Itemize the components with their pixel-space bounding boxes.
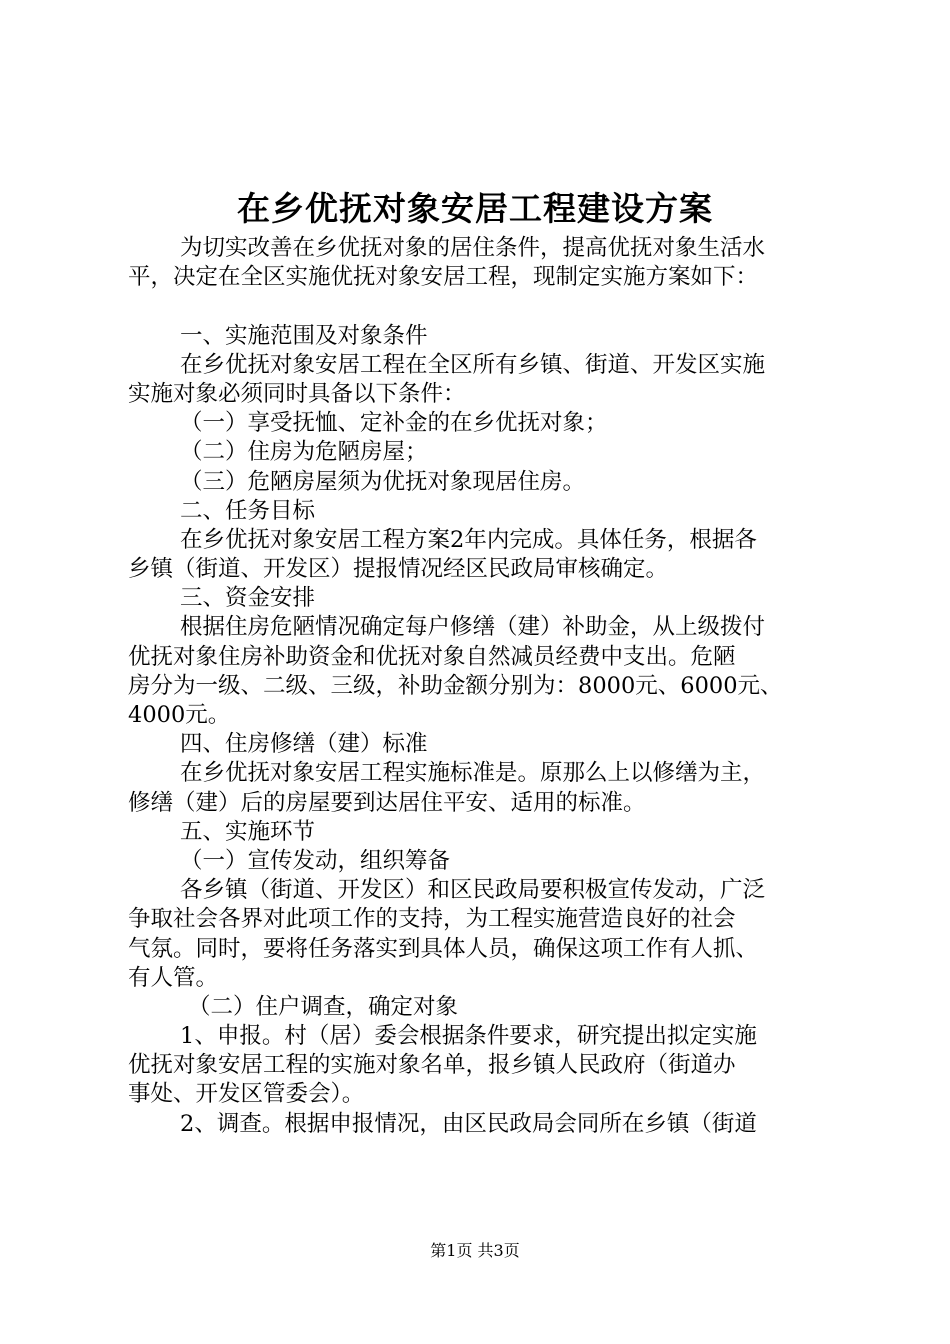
- paragraph-line: 争取社会各界对此项工作的支持，为工程实施营造良好的社会: [128, 906, 736, 933]
- paragraph-line: 气氛。同时，要将任务落实到具体人员，确保这项工作有人抓、: [128, 935, 759, 962]
- section-heading: 一、实施范围及对象条件: [180, 322, 428, 349]
- page-footer: 第1页 共3页: [430, 1241, 520, 1260]
- paragraph-line: 平，决定在全区实施优抚对象安居工程，现制定实施方案如下：: [128, 264, 759, 291]
- subsection-heading: （一）宣传发动，组织筹备: [180, 847, 451, 874]
- paragraph-line: 1、申报。村（居）委会根据条件要求，研究提出拟定实施: [180, 1023, 757, 1050]
- section-heading: 二、任务目标: [180, 497, 316, 524]
- list-item: （二）住房为危陋房屋；: [180, 439, 428, 466]
- paragraph-line: 在乡优抚对象安居工程方案2年内完成。具体任务，根据各: [180, 526, 757, 553]
- subsection-heading: （二）住户调查，确定对象: [188, 993, 459, 1020]
- paragraph-line: 在乡优抚对象安居工程实施标准是。原那么上以修缮为主，: [180, 760, 766, 787]
- paragraph-line: 在乡优抚对象安居工程在全区所有乡镇、街道、开发区实施: [180, 351, 766, 378]
- paragraph-line: 为切实改善在乡优抚对象的居住条件，提高优抚对象生活水: [180, 235, 766, 261]
- document-title: 在乡优抚对象安居工程建设方案: [237, 189, 713, 228]
- section-heading: 三、资金安排: [180, 585, 316, 612]
- list-item: （一）享受抚恤、定补金的在乡优抚对象；: [180, 410, 608, 437]
- paragraph-line: 房分为一级、二级、三级，补助金额分别为：8000元、6000元、: [128, 672, 783, 699]
- paragraph-line: 乡镇（街道、开发区）提报情况经区民政局审核确定。: [128, 556, 669, 583]
- paragraph-line: 优抚对象住房补助资金和优抚对象自然减员经费中支出。危陋: [128, 643, 736, 670]
- paragraph-line: 优抚对象安居工程的实施对象名单，报乡镇人民政府（街道办: [128, 1052, 736, 1079]
- paragraph-line: 根据住房危陋情况确定每户修缮（建）补助金，从上级拨付: [180, 614, 766, 641]
- blank-line: [128, 292, 828, 321]
- section-heading: 四、住房修缮（建）标准: [180, 731, 428, 758]
- paragraph-line: 4000元。: [128, 702, 231, 728]
- section-heading: 五、实施环节: [180, 818, 316, 845]
- document-body: [128, 234, 828, 1139]
- list-item: （三）危陋房屋须为优抚对象现居住房。: [180, 468, 586, 495]
- paragraph-line: 事处、开发区管委会）。: [128, 1081, 365, 1108]
- paragraph-line: 有人管。: [128, 964, 219, 991]
- paragraph-line: 修缮（建）后的房屋要到达居住平安、适用的标准。: [128, 789, 646, 816]
- paragraph-line: 各乡镇（街道、开发区）和区民政局要积极宣传发动，广泛: [180, 877, 766, 904]
- paragraph-line: 2、调查。根据申报情况，由区民政局会同所在乡镇（街道: [180, 1110, 757, 1137]
- paragraph-line: 实施对象必须同时具备以下条件：: [128, 380, 466, 407]
